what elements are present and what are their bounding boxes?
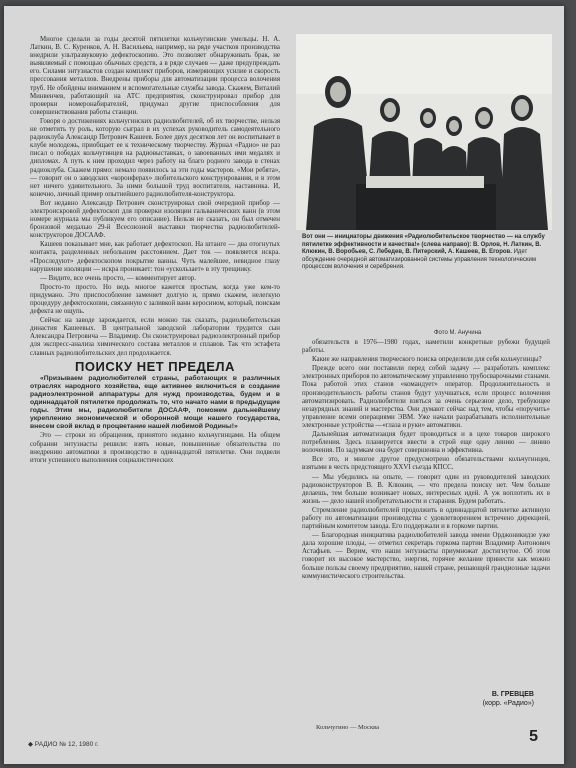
right-column	[302, 339, 550, 582]
photo-credit: Фото М. Анучина	[434, 330, 482, 336]
right-paragraph-4: Дальнейшая автоматизация будет проводиться и в цехе товаров широкого потребления. Здесь планируется ввести в строй еще одну линию — линию волочения. По задумкам она будет совершенна и эффективна.	[302, 431, 550, 455]
issue-footer: ◆ РАДИО № 12, 1980 г.	[28, 741, 99, 748]
right-paragraph-8: — Благородная инициатива радиолюбителей завода имени Орджоникидзе уже дала хорошие плоды, — отметил секретарь горкома партии Владимир Антонович Астафьев. — Верим, что наши энтузиасты приумножат достигнутое. Об этом говорит их высокое мастерство, энергия, горячее желание принести как можно больше пользы своему предприятию, нашей стране, решающей грандиозные задачи коммунистического строительства.	[302, 532, 550, 580]
right-paragraph-3: Прежде всего они поставили перед собой задачу — разработать комплекс электронных приборов по автоматическому управлению трубосварочными станами. Пока работой этих станов «командует» оператор. Продолжительность и производительность работы станов будут улучшаться, если процесс волочения автоматизировать. Радиолюбители взяться за очень серьезное дело, требующее незаурядных знаний и мастерства. Они думают сейчас над тем, чтобы «поручить» управление всеми операциями ЭВМ. Уже начали разрабатывать исполнительные электронные устройства —«глаза и руки» автоматики.	[302, 365, 550, 429]
left-paragraph-6: Просто-то просто. Но ведь многое кажется простым, когда уже кем-то придумано. Это приспособление заменяет долгую и, прямо скажем, нелегкую процедуру дефектоскопии, связанную с заливкой ванн керосином, который, поискам дефекта не ощупь.	[30, 283, 280, 316]
caption-rest: Идет обсуждение очередной автоматизированной системы управления технологическим процессом волочения и серебрения.	[302, 249, 537, 271]
author-name: В. ГРЕВЦЕВ	[491, 691, 534, 698]
left-paragraph-1: Многое сделали за годы десятой пятилетки кольчугинские умельцы. Н. А. Латкин, В. С. Куренков, А. Н. Васильева, например, на ряде участков производства внедрили ультразвуковую дефектоскопию. Это позволяет обнаруживать брак, не выявляемый с помощью обычных средств, а в ряде случаев — даже предупреждать его. Силами энтузиастов создан комплект приборов, измеряющих усилие и скорость прессования металлов. Внедрены приборы для автоматизации процесса волочения труб. Не обойдены вниманием и вспомогательные службы завода. Скажем, Виталий Минвенчев, работающий на АТС предприятия, сконструировал прибор для проверки номеронабирателей, придумал другие приспособления для совершенствования работы станции.	[30, 36, 280, 116]
page-number: 5	[529, 728, 538, 745]
right-paragraph-5: Все это, и многое другое предусмотрено обязательствами кольчугинцев, взятыми в честь предстоящего XXVI съезда КПСС.	[302, 456, 550, 472]
left-paragraph-4: Кашеев показывает мне, как работает дефектоскоп. На штанге — два отогнутых контакта, разделенных небольшим расстоянием. Дает ток — появляется искра. «Проследуют» дефектоскопом покрытие ванны. Чуть малейшее, невидное глазу нарушение изоляции — искра проникает: тон «ускользает» в эту трещинку.	[30, 241, 280, 273]
left-paragraph-5: — Видите, все очень просто, — комментирует автор.	[40, 274, 196, 282]
lead-paragraph: «Призываем радиолюбителей страны, работающих в различных отраслях народного хозяйства, еще активнее включиться в создание радиоэлектронной аппаратуры для нужд производства, будем и в одиннадцатой пятилетке продолжать то, что начато нами в предыдущие годы. Этим мы, радиолюбители ДОСААФ, поможем дальнейшему укреплению экономической и оборонной мощи нашего государства, внесем свой вклад в процветание нашей любимой Родины!»	[30, 374, 280, 431]
left-paragraph-after-lead: Это — строки из обращения, принятого недавно кольчугинцами. На общем собрании энтузиасты решили: взять новые, повышенные обязательства по внедрению автоматики в производство в одиннадцатой пятилетке. Они подвели итоги успешного выполнения социалистических	[30, 432, 280, 464]
left-paragraph-3: Вот недавно Александр Петрович сконструировал свой очередной прибор — электроискровой дефектоскоп для проверки изоляции гальванических ванн (в этом номере журнала мы публикуем его описание). Нельзя не сказать, он был отмечен бронзовой медалью 29-й Всесоюзной выставки творчества радиолюбителей-конструкторов ДОСААФ.	[30, 199, 280, 240]
left-paragraph-7: Сейчас на заводе зарождается, если можно так сказать, радиолюбительская династия Кашеевых. В центральной заводской лаборатории трудится сын Александра Петровича — Владимир. Он сконструировал радиоэлектронный прибор для экспресс-анализа химического состава металлов и сплавов. Так что эстафета славных радиолюбительских дел продолжается.	[30, 317, 280, 357]
right-paragraph-7: Стремление радиолюбителей продолжить в одиннадцатой пятилетке активную работу по автоматизации производства с удовлетворением встречено дирекцией, партийным комитетом завода. Его поддержали и в горкоме партии.	[302, 506, 550, 531]
right-paragraph-2: Какие же направления творческого поиска определили для себя кольчугинцы?	[312, 356, 542, 364]
section-headline: ПОИСКУ НЕТ ПРЕДЕЛА	[75, 358, 235, 374]
caption-bold: Вот они — инициаторы движения «Радиолюбительское творчество — на службу пятилетке эффективности и качества!» (слева направо): В. Орлов, Н. Латкин, В. Клюкин, В. Воробьев, С. Лебедев, В. Питерский, А. Кашеев, В. Егоров.	[302, 234, 545, 256]
left-paragraph-2: Говоря о достижениях кольчугинских радиолюбителей, об их творчестве, нельзя не отметить ту роль, которую сыграл в их успехах руководитель самодеятельного радиоклуба Александр Петрович Кашеев. Более двух десятков лет он воспитывает в клубе молодежь, приобщает ее к техническому творчеству. Журнал «Радио» не раз писал о победах кольчугинцев на радиовыставках, о завоеванных ими медалях и дипломах. А путь к ним проходил через работу на благо родного завода в стенах радиоклуба. Скажем прямо: немало появилось за эти годы мастеров. «Мои ребята», — говорит он о заводских «коронферах» любительского конструирования, и в этом нет ничего удивительного. За ними большой труд воспитателя, наставника. И, конечно, личный пример опытнейшего радиолюбителя-конструктора.	[30, 117, 280, 198]
dateline-place: Кольчугино — Москва	[316, 724, 379, 731]
photo-caption	[302, 234, 552, 272]
author-signature	[483, 690, 534, 708]
group-photo-illustration	[296, 34, 552, 230]
magazine-page	[4, 6, 564, 764]
right-paragraph-6: — Мы убедились на опыте, — говорит один из руководителей заводских радиоконструкторов В. В. Клюкин, — что предела поиску нет. Чем больше делаешь, тем больше возникает новых, интересных идей. А уж воплотить их в жизнь — дело нашей изобретательности и старания. Будем работать.	[302, 473, 550, 505]
group-photo	[296, 34, 552, 230]
left-column	[30, 36, 280, 466]
author-role: (корр. «Радио»)	[482, 700, 534, 707]
right-paragraph-1: обязательств в 1976—1980 годах, наметили конкретные рубежи будущей работы.	[302, 339, 550, 355]
